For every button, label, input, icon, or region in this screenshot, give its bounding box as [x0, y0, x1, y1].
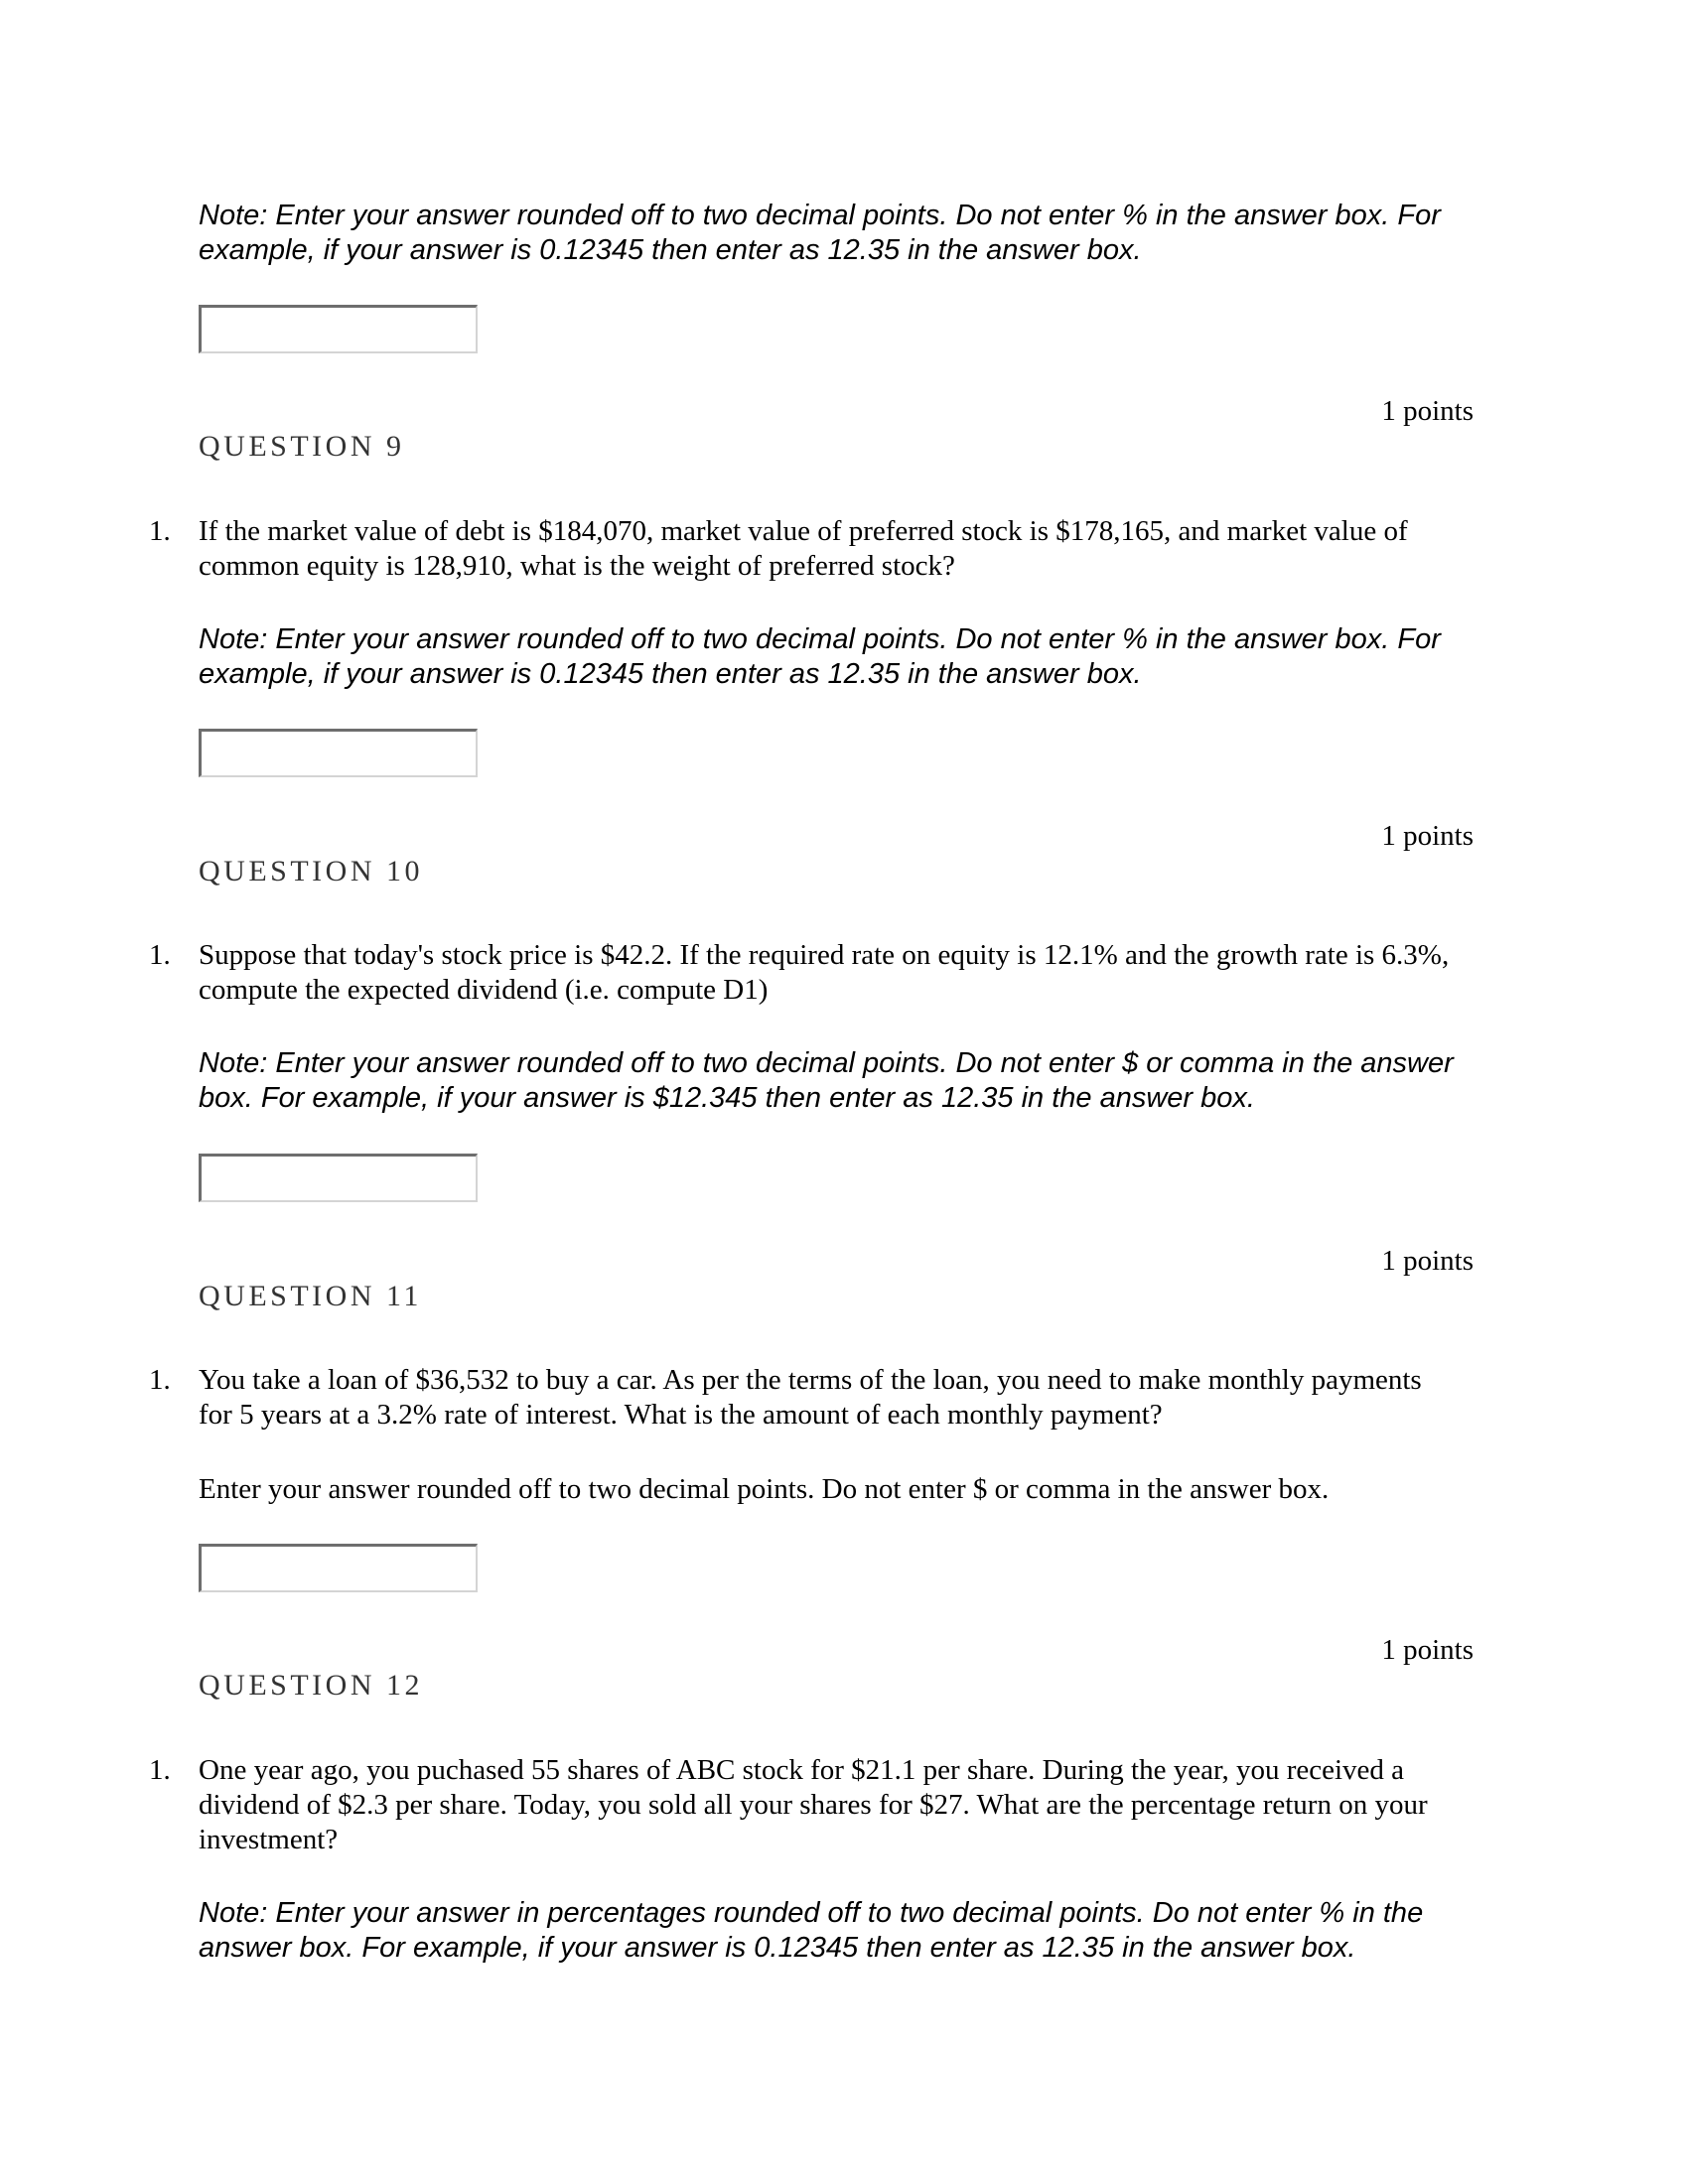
q10-answer-input[interactable] [199, 1154, 478, 1202]
q9-answer-input[interactable] [199, 729, 478, 777]
q10-number: 1. [149, 939, 171, 971]
q10-title: QUESTION 10 [199, 855, 423, 887]
q10-question-text: Suppose that today's stock price is $42.2. If the required rate on equity is 12.1% and the growth rate is 6.3%, compute the expected dividend (i.e. compute D1) [199, 939, 1450, 1006]
q11-number: 1. [149, 1364, 171, 1396]
q9-question-text: If the market value of debt is $184,070, market value of preferred stock is $178,165, and market value of common equity is 128,910, what is the weight of preferred stock? [199, 515, 1408, 582]
q9-points: 1 points [1381, 395, 1474, 427]
q12-question-text: One year ago, you puchased 55 shares of ABC stock for $21.1 per share. During the year, you received a dividend of $2.3 per share. Today, you sold all your shares for $27. What are the percentage return on your investment? [199, 1754, 1428, 1855]
q11-points: 1 points [1381, 1245, 1474, 1277]
q12-title: QUESTION 12 [199, 1669, 423, 1702]
q12-points: 1 points [1381, 1634, 1474, 1666]
q12-note: Note: Enter your answer in percentages rounded off to two decimal points. Do not enter % in the answer box. For example, if your answer is 0.12345 then enter as 12.35 in the answer box. [199, 1897, 1424, 1964]
top-answer-input[interactable] [199, 305, 478, 353]
q9-number: 1. [149, 515, 171, 547]
q9-note: Note: Enter your answer rounded off to two decimal points. Do not enter % in the answer box. For example, if your answer is 0.12345 then enter as 12.35 in the answer box. [199, 623, 1441, 690]
q11-question-text: You take a loan of $36,532 to buy a car. As per the terms of the loan, you need to make monthly payments for 5 years at a 3.2% rate of interest. What is the amount of each monthly payment? [199, 1364, 1422, 1431]
q10-points: 1 points [1381, 820, 1474, 852]
q10-note: Note: Enter your answer rounded off to two decimal points. Do not enter $ or comma in the answer box. For example, if your answer is $12.345 then enter as 12.35 in the answer box. [199, 1047, 1454, 1114]
q11-answer-input[interactable] [199, 1544, 478, 1592]
q12-number: 1. [149, 1754, 171, 1786]
q11-title: QUESTION 11 [199, 1280, 422, 1312]
q11-note: Enter your answer rounded off to two decimal points. Do not enter $ or comma in the answer box. [199, 1473, 1330, 1505]
q9-title: QUESTION 9 [199, 430, 405, 463]
top-note: Note: Enter your answer rounded off to two decimal points. Do not enter % in the answer box. For example, if your answer is 0.12345 then enter as 12.35 in the answer box. [199, 200, 1441, 266]
